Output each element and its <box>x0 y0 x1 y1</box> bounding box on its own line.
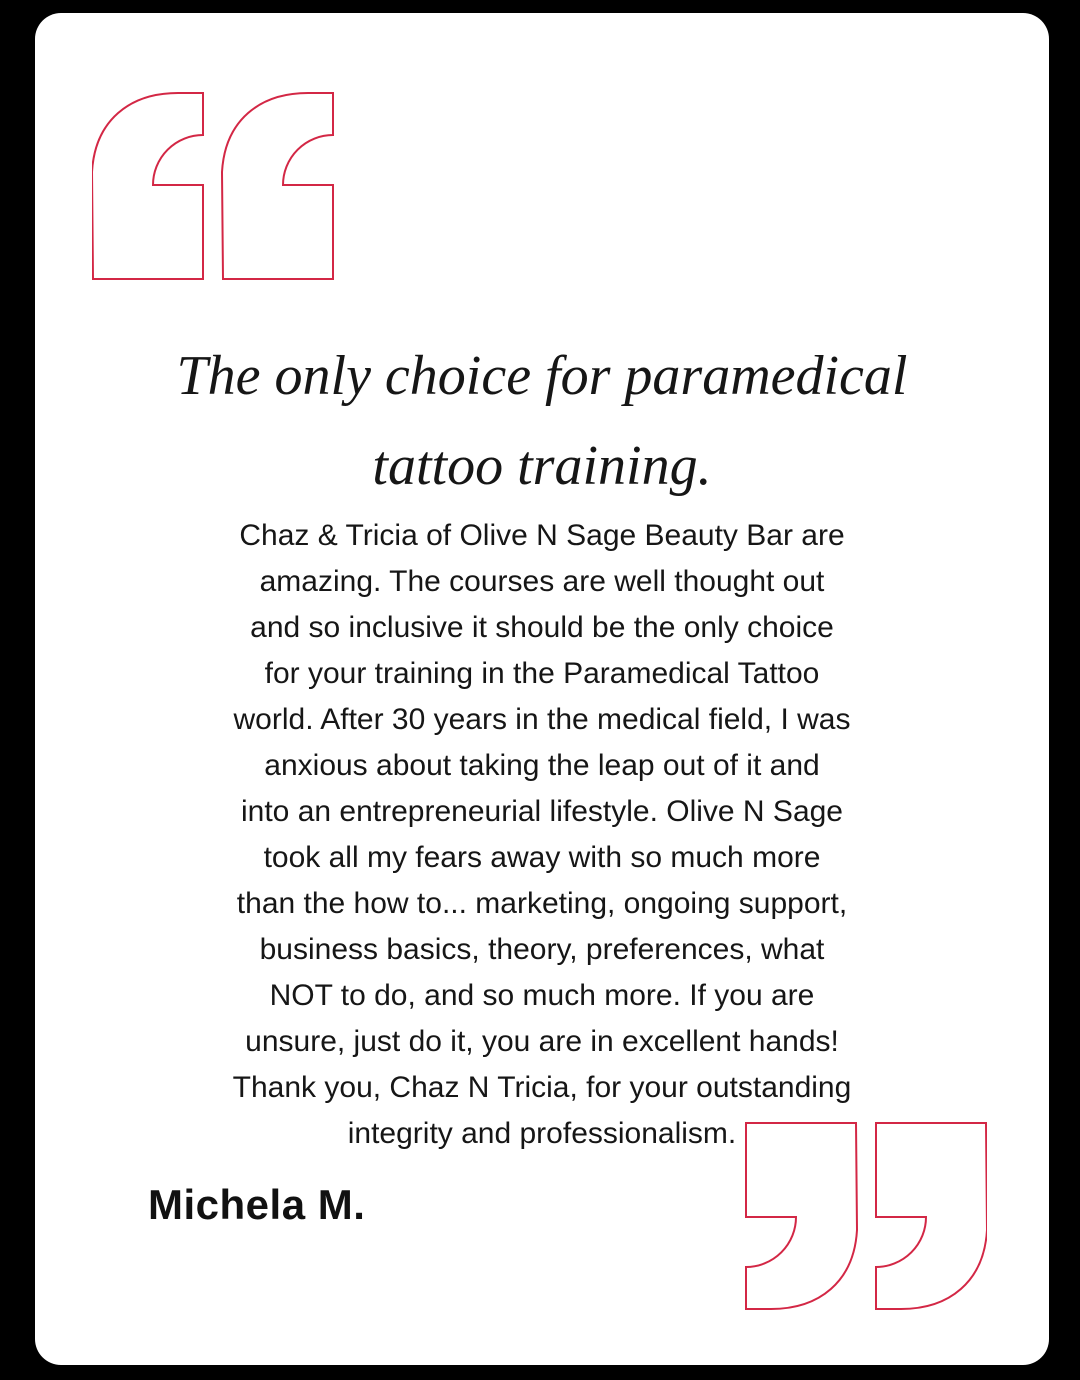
testimonial-body-line: business basics, theory, preferences, what <box>259 933 825 966</box>
testimonial-body-line: for your training in the Paramedical Tattoo <box>264 657 820 690</box>
testimonial-title <box>35 331 1049 511</box>
open-quote-icon <box>92 92 334 280</box>
testimonial-body-line: took all my fears away with so much more <box>263 841 821 874</box>
testimonial-body-line: into an entrepreneurial lifestyle. Olive N Sage <box>241 795 843 828</box>
testimonial-title-line1: The only choice for paramedical <box>176 345 908 407</box>
testimonial-body-line: unsure, just do it, you are in excellent hands! <box>245 1025 839 1058</box>
testimonial-body-line: NOT to do, and so much more. If you are <box>269 979 815 1012</box>
testimonial-body <box>35 513 1049 1157</box>
testimonial-body-line: Chaz & Tricia of Olive N Sage Beauty Bar are <box>239 519 845 552</box>
testimonial-body-line: Thank you, Chaz N Tricia, for your outstanding <box>232 1071 852 1104</box>
testimonial-card <box>35 13 1049 1365</box>
testimonial-attribution: Michela M. <box>148 1181 366 1228</box>
testimonial-body-line: anxious about taking the leap out of it and <box>264 749 820 782</box>
testimonial-title-line2: tattoo training. <box>372 435 712 497</box>
testimonial-body-line: integrity and professionalism. <box>347 1117 737 1150</box>
open-quote-glyph-left <box>92 93 203 279</box>
testimonial-body-line: amazing. The courses are well thought out <box>259 565 825 598</box>
testimonial-body-line: and so inclusive it should be the only choice <box>250 611 834 644</box>
testimonial-body-line: world. After 30 years in the medical field, I was <box>233 703 851 736</box>
testimonial-body-line: than the how to... marketing, ongoing support, <box>236 887 848 920</box>
open-quote-glyph-right <box>222 93 333 279</box>
